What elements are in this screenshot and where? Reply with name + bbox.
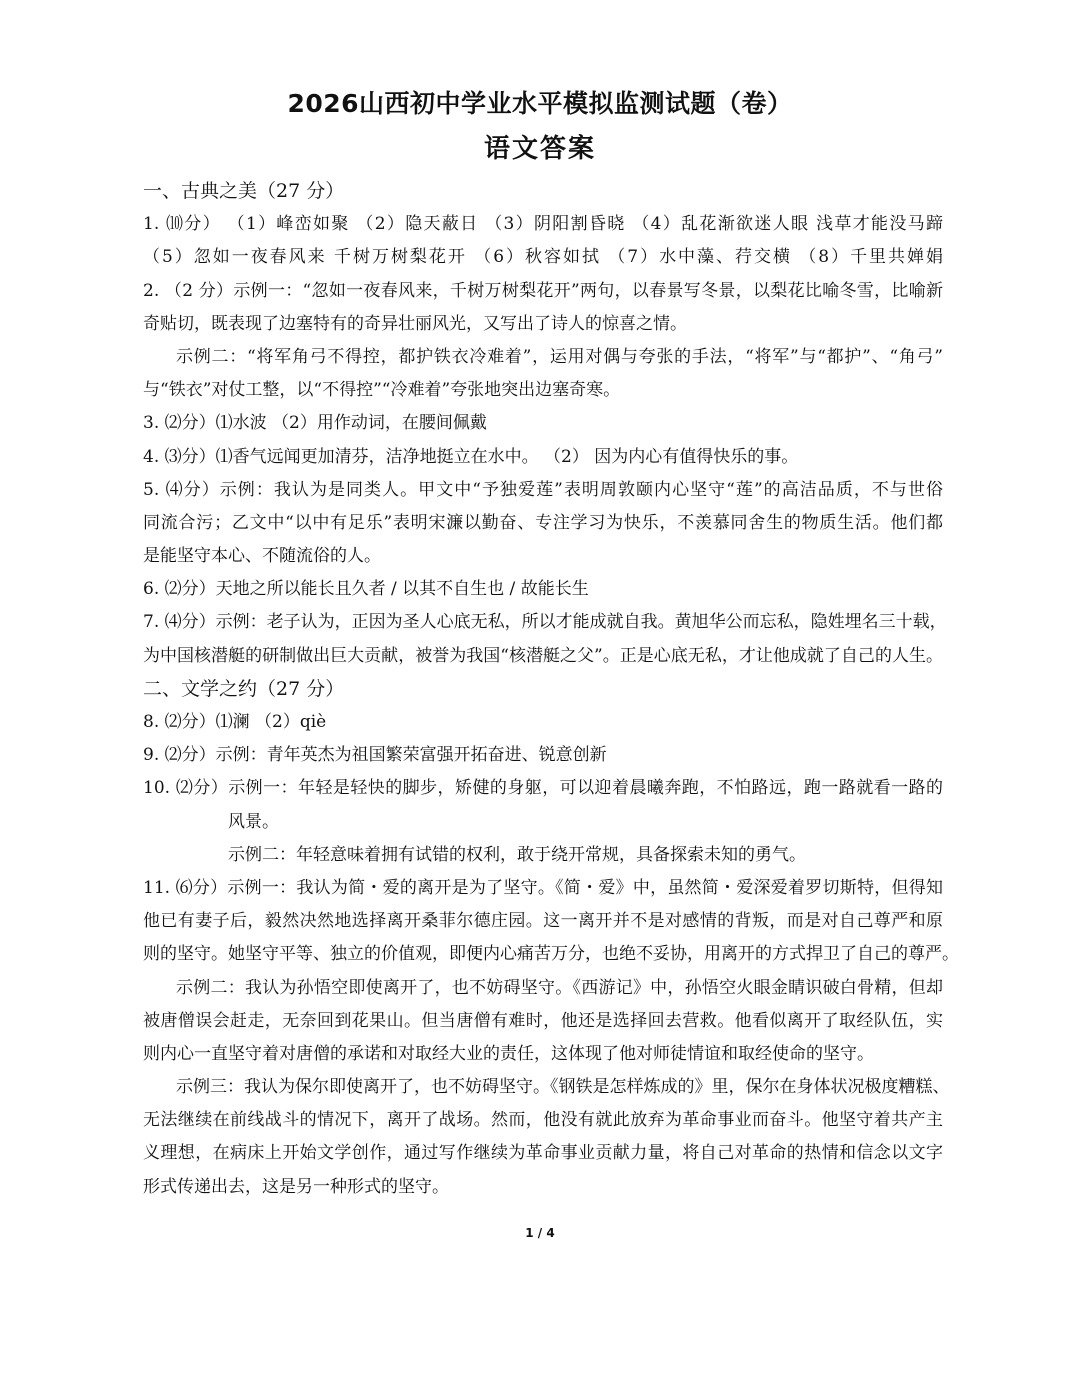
answer-line: 10. ⑵分）示例一：年轻是轻快的脚步，矫健的身躯，可以迎着晨曦奔跑，不怕路远，跑一路就看一路的 [143, 778, 943, 799]
answer-content [143, 175, 959, 1204]
answer-line: 9. ⑵分）示例：青年英杰为祖国繁荣富强开拓奋进、锐意创新 [143, 745, 607, 766]
answer-line: 6. ⑵分）天地之所以能长且久者 / 以其不自生也 / 故能长生 [143, 579, 589, 600]
answer-line: 示例二：“将军角弓不得控，都护铁衣冷难着”，运用对偶与夸张的手法，“将军”与“都护”、“角弓” [176, 346, 943, 367]
answer-line: （5）忽如一夜春风来 千树万树梨花开 （6）秋容如拭 （7）水中藻、荇交横 （8）千里共婵娟 [143, 247, 943, 268]
page-number: 1 / 4 [525, 1226, 555, 1240]
document-title: 2026山西初中学业水平模拟监测试题（卷） [287, 89, 793, 118]
document-subtitle: 语文答案 [483, 134, 596, 164]
answer-line: 形式传递出去，这是另一种形式的坚守。 [143, 1176, 449, 1197]
answer-line: 为中国核潜艇的研制做出巨大贡献，被誉为我国“核潜艇之父”。正是心底无私，才让他成就了自己的人生。 [143, 645, 943, 666]
answer-line: 是能坚守本心、不随流俗的人。 [143, 546, 381, 567]
answer-line: 则的坚守。她坚守平等、独立的价值观，即便内心痛苦万分，也绝不妥协，用离开的方式捍卫了自己的尊严。 [143, 944, 959, 965]
answer-line: 则内心一直坚守着对唐僧的承诺和对取经大业的责任，这体现了他对师徒情谊和取经使命的坚守。 [143, 1043, 874, 1064]
answer-line: 7. ⑷分）示例：老子认为，正因为圣人心底无私，所以才能成就自我。黄旭华公而忘私，隐姓埋名三十载， [143, 612, 947, 633]
answer-line: 示例二：我认为孙悟空即使离开了，也不妨碍坚守。《西游记》中，孙悟空火眼金睛识破白骨精，但却 [176, 977, 943, 998]
answer-line: 奇贴切，既表现了边塞特有的奇异壮丽风光，又写出了诗人的惊喜之情。 [143, 313, 687, 334]
answer-line: 4. ⑶分）⑴香气远闻更加清芬，洁净地挺立在水中。 （2） 因为内心有值得快乐的事。 [143, 446, 799, 467]
answer-line: 被唐僧误会赶走，无奈回到花果山。但当唐僧有难时，他还是选择回去营救。他看似离开了取经队伍，实 [143, 1010, 943, 1031]
answer-line: 与“铁衣”对仗工整，以“不得控”“冷难着”夸张地突出边塞奇寒。 [143, 380, 621, 401]
answer-line: 1. ⑽分） （1）峰峦如聚 （2）隐天蔽日 （3）阴阳割昏晓 （4）乱花渐欲迷人眼 浅草才能没马蹄 [143, 214, 943, 235]
answer-line: 示例三：我认为保尔即使离开了，也不妨碍坚守。《钢铁是怎样炼成的》里，保尔在身体状况极度糟糕、 [176, 1077, 950, 1098]
section-heading: 一、古典之美（27 分） [143, 180, 345, 202]
answer-line: 他已有妻子后，毅然决然地选择离开桑菲尔德庄园。这一离开并不是对感情的背叛，而是对自己尊严和原 [143, 911, 943, 932]
answer-line: 同流合污；乙文中“以中有足乐”表明宋濂以勤奋、专注学习为快乐，不羡慕同舍生的物质生活。他们都 [143, 512, 943, 533]
answer-line: 示例二：年轻意味着拥有试错的权利，敢于绕开常规，具备探索未知的勇气。 [228, 844, 806, 865]
answer-line: 无法继续在前线战斗的情况下，离开了战场。然而，他没有就此放弃为革命事业而奋斗。他坚守着共产主 [143, 1110, 943, 1131]
answer-line: 8. ⑵分）⑴澜 （2）qiè [143, 712, 327, 732]
answer-line: 2. （2 分）示例一：“忽如一夜春风来，千树万树梨花开”两句，以春景写冬景，以梨花比喻冬雪，比喻新 [143, 280, 943, 301]
answer-line: 5. ⑷分）示例：我认为是同类人。甲文中“予独爱莲”表明周敦颐内心坚守“莲”的高洁品质，不与世俗 [143, 479, 943, 500]
answer-line: 风景。 [228, 811, 279, 832]
answer-line: 义理想，在病床上开始文学创作，通过写作继续为革命事业贡献力量，将自己对革命的热情和信念以文字 [143, 1143, 943, 1164]
section-heading: 二、文学之约（27 分） [143, 677, 345, 700]
answer-line: 3. ⑵分）⑴水波 （2）用作动词，在腰间佩戴 [143, 413, 487, 434]
answer-line: 11. ⑹分）示例一：我认为简・爱的离开是为了坚守。《简・爱》中，虽然简・爱深爱着罗切斯特，但得知 [143, 877, 943, 898]
